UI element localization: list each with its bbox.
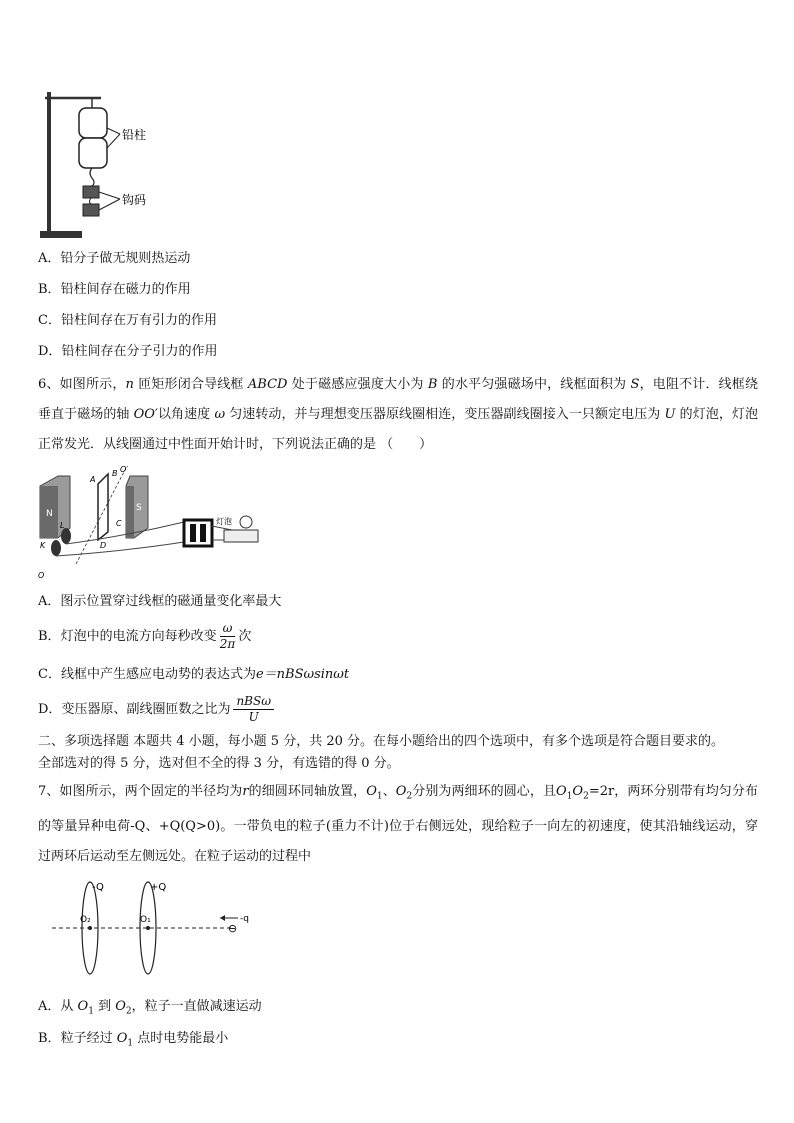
label-lead: 铅柱 [122,128,147,142]
svg-text:灯泡: 灯泡 [216,517,232,526]
svg-text:O: O [38,571,45,580]
q7-stem: 7、如图所示，两个固定的半径均为r的细圆环同轴放置，$O_1$、$O_2$分别为两细环的圆心，且$O_1O_2=2r$，两环分别带有均匀分布的等量异种电荷-Q、+Q(Q>0)。一带负电的粒子(重力不计)位于右侧远处，现给粒子一向左的初速度，使其沿轴线运动，穿过两环后运动至左侧远处。在粒子运动的过程中 [38,784,758,864]
svg-text:B: B [112,469,118,478]
two-rings-figure [52,880,252,984]
svg-text:A: A [90,475,96,484]
q7-option-a[interactable]: A．从 $O_1$ 到 $O_2$，粒子一直做减速运动 [38,999,262,1017]
svg-text:O₁: O₁ [140,915,151,925]
q6-option-c[interactable]: C．线框中产生感应电动势的表达式为e＝nBSωsinωt [38,667,350,682]
generator-figure [36,466,276,581]
q6-stem: 6、如图所示，n 匝矩形闭合导线框 ABCD 处于磁感应强度大小为 B 的水平匀强磁场中，线框面积为 S，电阻不计．线框绕垂直于磁场的轴 OO′以角速度 ω 匀速转动，并与理想变压器原线圈相连，变压器副线圈接入一只额定电压为 U 的灯泡，灯泡正常发光．从线圈通过中性面开始计时，下列说法正确的是 （ ） [38,377,758,452]
section2-line2: 全部选对的得 5 分，选对但不全的得 3 分，有选错的得 0 分。 [38,756,400,771]
q6-option-a[interactable]: A．图示位置穿过线框的磁通量变化率最大 [38,594,282,609]
q5-option-c[interactable]: C．铅柱间存在万有引力的作用 [38,313,217,328]
svg-text:D: D [100,541,107,550]
svg-text:K: K [40,541,46,550]
label-weight: 钩码 [122,193,147,207]
q6-option-b[interactable]: B．灯泡中的电流方向每秒改变 $\frac{\omega}{2\pi}$ 次 [38,621,252,651]
q5-option-a[interactable]: A．铅分子做无规则热运动 [38,251,191,266]
q5-option-d[interactable]: D．铅柱间存在分子引力的作用 [38,344,218,359]
svg-text:-Q: -Q [92,882,104,893]
svg-text:S: S [136,503,142,513]
svg-text:⊖: ⊖ [228,922,238,935]
q5-option-b[interactable]: B．铅柱间存在磁力的作用 [38,282,191,297]
svg-text:N: N [46,509,53,519]
svg-text:O′: O′ [120,466,129,474]
section2-line1: 二、多项选择题 本题共 4 小题，每小题 5 分，共 20 分。在每小题给出的四个选项中，有多个选项是符合题目要求的。 [38,734,725,749]
svg-text:L: L [60,521,65,530]
q7-option-b[interactable]: B．粒子经过 $O_1$ 点时电势能最小 [38,1031,229,1049]
lead-cylinder-figure [36,82,166,242]
q6-option-d[interactable]: D．变压器原、副线圈匝数之比为 $\frac{\text{nBSω}}{U}$ [38,693,277,727]
svg-text:O₂: O₂ [80,915,91,925]
svg-text:C: C [116,519,122,528]
svg-text:+Q: +Q [150,882,167,893]
svg-text:-q: -q [240,914,249,924]
